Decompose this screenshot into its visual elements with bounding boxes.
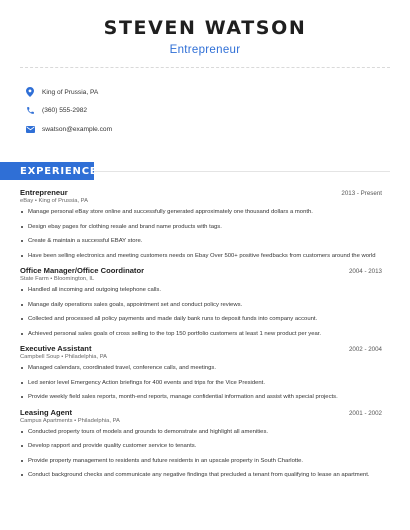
bullet-item: Collected and processed all policy payments and made daily bank runs to deposit funds into company account. [20,315,382,323]
job-company: Campus Apartments • Philadelphia, PA [20,417,120,424]
bullet-item: Manage personal eBay store online and successfully generated approximately one thousand dollars a month. [20,208,382,216]
job-title: Executive Assistant [20,344,92,353]
bullet-item: Manage daily operations sales goals, appointment set and conduct policy reviews. [20,301,382,309]
section-rule [94,171,390,172]
job-entry [20,408,382,480]
job-dates: 2001 - 2002 [348,409,382,417]
contact-location [22,83,112,101]
bullet-item: Develop rapport and provide quality customer service to tenants. [20,442,382,450]
job-title: Leasing Agent [20,407,73,417]
job-header [20,266,382,275]
experience-list [20,188,382,486]
section-heading-experience: EXPERIENCE [0,162,94,180]
location-text: King of Prussia, PA [42,88,99,96]
bullet-item: Provide weekly field sales reports, month-end reports, manage confidential information and assist with special projects. [20,393,382,401]
job-company: eBay • King of Prussia, PA [20,198,88,204]
job-header [20,408,382,417]
job-dates: 2002 - 2004 [348,346,382,353]
bullet-item: Create & maintain a successful EBAY store. [20,237,382,245]
job-dates: 2004 - 2013 [348,268,382,275]
contact-email [22,120,112,138]
bullet-item: Achieved personal sales goals of cross selling to the top 150 portfolio customers at least 1 new product per year. [20,330,382,338]
job-company: Campbell Soup • Philadelphia, PA [20,354,107,360]
resume-header [0,0,410,56]
phone-text[interactable]: (360) 555-2982 [42,107,88,114]
job-company: State Farm • Bloomington, IL [20,276,95,282]
bullet-item: Conduct background checks and communicate any negative findings that precluded a tenant from qualifying to lease an apartment. [20,471,382,479]
job-entry [20,344,382,401]
bullet-item: Managed calendars, coordinated travel, conference calls, and meetings. [20,364,382,372]
job-dates: 2013 - Present [341,190,382,197]
bullet-item: Conducted property tours of models and grounds to demonstrate and highlight all amenities. [20,428,382,436]
candidate-name: STEVEN WATSON [103,17,307,39]
bullet-item: Design ebay pages for clothing resale and brand name products with tags. [20,223,382,231]
contact-phone [22,102,112,120]
job-title: Entrepreneur [20,188,68,197]
job-bullets [20,208,382,260]
email-text[interactable]: swatson@example.com [42,125,113,133]
job-entry [20,266,382,338]
bullet-item: Provide property management to residents and future residents in an upscale property in South Charlotte. [20,457,382,465]
location-pin-icon [22,84,38,100]
envelope-icon [22,121,38,137]
job-bullets [20,428,382,480]
job-entry [20,188,382,260]
bullet-item: Led senior level Emergency Action briefings for 400 events and trips for the Vice President. [20,379,382,387]
job-bullets [20,286,382,338]
job-bullets [20,364,382,401]
bullet-item: Have been selling electronics and meeting customers needs on Ebay Over 500+ positive feedbacks from customers around the world [20,252,382,260]
job-header [20,188,382,197]
header-divider [20,67,390,68]
job-header [20,344,382,353]
candidate-title: Entrepreneur [169,44,241,56]
bullet-item: Handled all incoming and outgoing telephone calls. [20,286,382,294]
job-title: Office Manager/Office Coordinator [20,266,145,275]
phone-icon [22,103,38,119]
contact-list [22,83,112,139]
